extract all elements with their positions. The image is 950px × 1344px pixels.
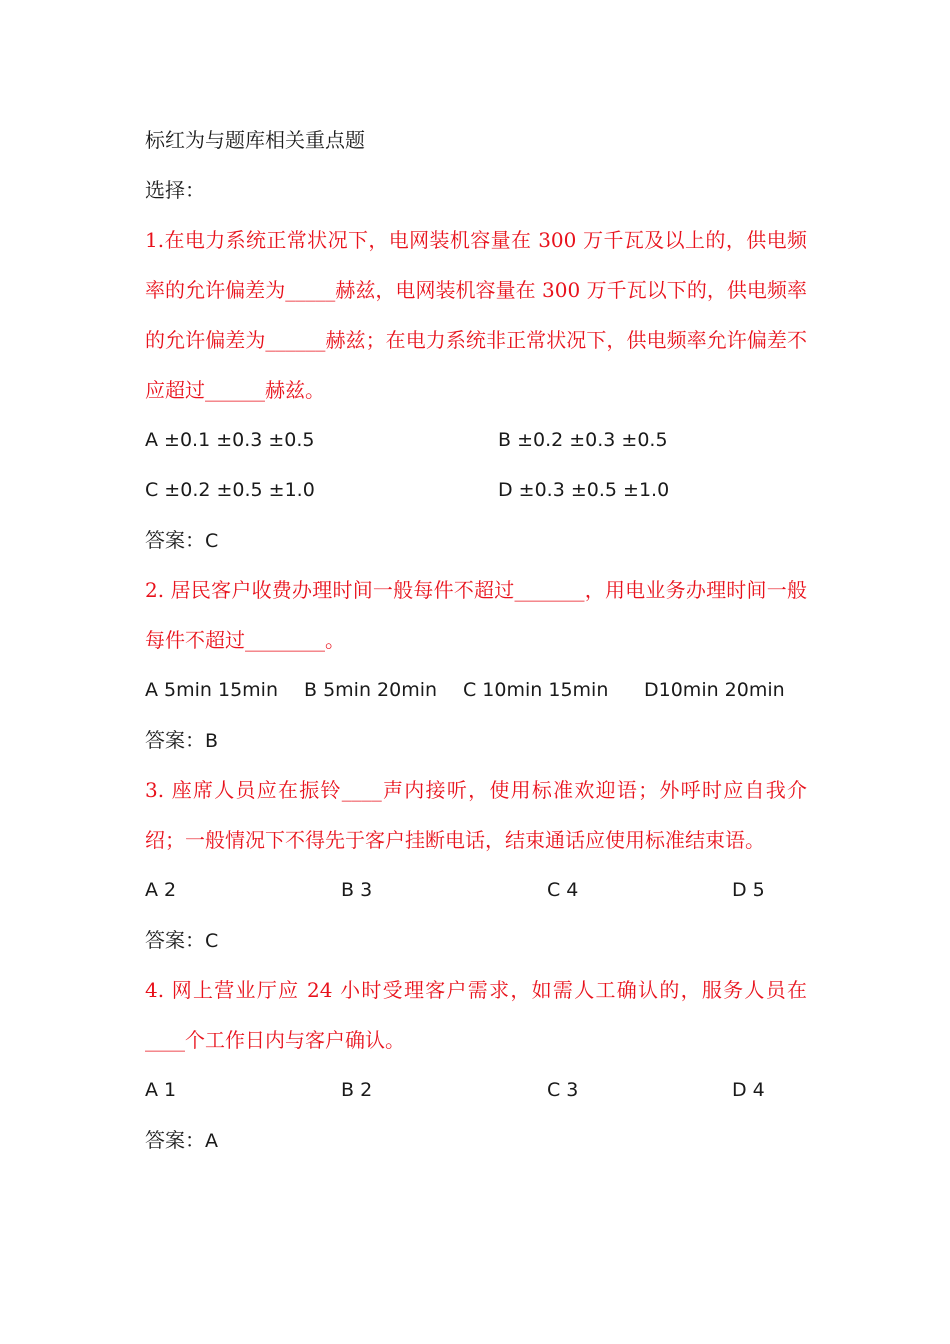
question-4-option-b: B 2 bbox=[341, 1079, 373, 1101]
question-1-options-row-2 bbox=[145, 465, 807, 515]
question-3-answer-value: C bbox=[205, 930, 219, 952]
question-3-option-b: B 3 bbox=[341, 879, 373, 901]
question-2-option-b: B 5min 20min bbox=[304, 679, 438, 701]
question-1-options-row-1 bbox=[145, 415, 807, 465]
question-1-option-c: C ±0.2 ±0.5 ±1.0 bbox=[145, 479, 315, 501]
question-2-option-d: D10min 20min bbox=[644, 679, 785, 701]
question-2-answer bbox=[145, 715, 807, 765]
question-4-answer bbox=[145, 1115, 807, 1165]
document-page bbox=[145, 115, 807, 1165]
answer-label: 答案： bbox=[145, 1128, 205, 1152]
section-title: 选择： bbox=[145, 178, 205, 202]
question-4-text: 4. 网上营业厅应 24 小时受理客户需求，如需人工确认的，服务人员在____个工作日内与客户确认。 bbox=[145, 978, 807, 1052]
question-3-option-a: A 2 bbox=[145, 879, 177, 901]
question-1-option-b: B ±0.2 ±0.3 ±0.5 bbox=[498, 429, 668, 451]
question-3-options bbox=[145, 865, 807, 915]
question-4-option-d: D 4 bbox=[732, 1079, 765, 1101]
question-3-option-c: C 4 bbox=[547, 879, 579, 901]
question-2-options bbox=[145, 665, 807, 715]
question-3-option-d: D 5 bbox=[732, 879, 765, 901]
question-4-option-c: C 3 bbox=[547, 1079, 579, 1101]
question-4-option-a: A 1 bbox=[145, 1079, 177, 1101]
answer-label: 答案： bbox=[145, 728, 205, 752]
question-1-answer-value: C bbox=[205, 530, 219, 552]
question-4-answer-value: A bbox=[205, 1130, 218, 1152]
question-2-answer-value: B bbox=[205, 730, 219, 752]
answer-label: 答案： bbox=[145, 528, 205, 552]
header-note: 标红为与题库相关重点题 bbox=[145, 128, 365, 152]
question-4-options bbox=[145, 1065, 807, 1115]
question-1-option-d: D ±0.3 ±0.5 ±1.0 bbox=[498, 479, 670, 501]
question-1-answer bbox=[145, 515, 807, 565]
question-3-text: 3. 座席人员应在振铃____声内接听，使用标准欢迎语；外呼时应自我介绍；一般情况下不得先于客户挂断电话，结束通话应使用标准结束语。 bbox=[145, 778, 807, 852]
question-1-option-a: A ±0.1 ±0.3 ±0.5 bbox=[145, 429, 315, 451]
question-1-text: 1.在电力系统正常状况下，电网装机容量在 300 万千瓦及以上的，供电频率的允许偏差为_____赫兹，电网装机容量在 300 万千瓦以下的，供电频率的允许偏差为______赫兹；在电力系统非正常状况下，供电频率允许偏差不应超过______赫兹。 bbox=[145, 228, 807, 402]
question-2-option-a: A 5min 15min bbox=[145, 679, 278, 701]
question-2-text: 2. 居民客户收费办理时间一般每件不超过_______，用电业务办理时间一般每件不超过________。 bbox=[145, 578, 807, 652]
answer-label: 答案： bbox=[145, 928, 205, 952]
question-3-answer bbox=[145, 915, 807, 965]
question-2-option-c: C 10min 15min bbox=[463, 679, 609, 701]
